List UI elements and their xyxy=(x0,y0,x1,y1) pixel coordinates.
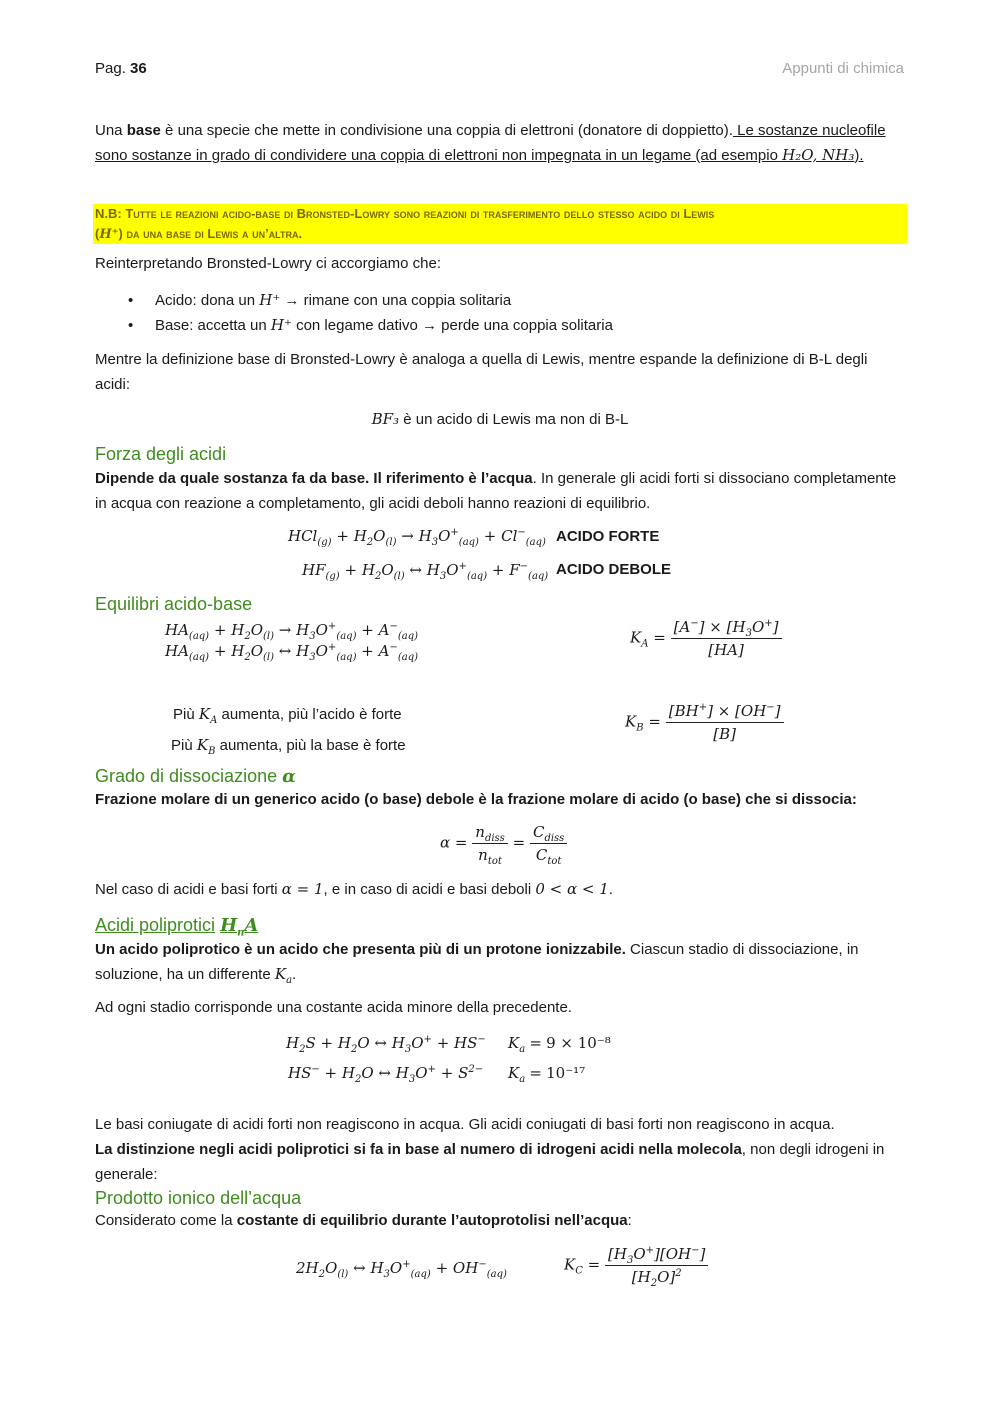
grado-definition: Frazione molare di un generico acido (o base) debole è la frazione molare di acido (o base) che si dissocia: xyxy=(95,791,857,808)
eq-hf: $HF_{(g)} + H_2O_{(l)}$ ↔ $H_3O^+_{(aq)} + F^-_{(aq)}$ xyxy=(302,561,549,582)
nb-line-2: da una base di Lewis a un’altra. xyxy=(122,226,303,241)
intro-text-2: è una specie che mette in condivisione una coppia di elettroni (donatore di doppietto). xyxy=(160,122,733,139)
lewis-centered xyxy=(0,410,1000,428)
reinterp-list xyxy=(95,288,905,338)
eq-autoprotolisi: $2H_2O_{(l)}$ ↔ $H_3O^+_{(aq)} + OH^-_{(aq)}$ xyxy=(296,1259,507,1280)
kc-formula: $K_C$ = $\frac{[H_3O^+][OH^-]}{[H_2O]^2}$ xyxy=(564,1245,708,1286)
grado-note: Nel caso di acidi e basi forti α = 1, e in caso di acidi e basi deboli 0 < α < 1. xyxy=(95,880,613,898)
section-grado-title xyxy=(95,766,296,787)
ka1: $K_a = 9 \times 10^{-8}$ xyxy=(508,1034,611,1055)
eq-ha: $HA_{(aq)} + H_2O_{(l)} \to H_3O^+_{(aq)} + A^-_{(aq)}$ $HA_{(aq)} + H_2O_{(l)}$ ↔ $H_3O^+_{(aq)} + A^-_{(aq)}$ xyxy=(165,621,419,663)
section-equilibri-title: Equilibri acido-base xyxy=(95,594,253,614)
poliprotici-title-text: Acidi poliprotici xyxy=(95,915,216,935)
ka-formula: $K_A$ = $\frac{[A^-] \times [H_3O^+]}{[HA]}$ xyxy=(630,618,782,659)
poliprotici-line2: Ad ogni stadio corrisponde una costante acida minore della precedente. xyxy=(95,999,572,1016)
prodotto-text: Considerato come la costante di equilibrio durante l’autoprotolisi nell’acqua: xyxy=(95,1212,632,1229)
label-acido-forte: ACIDO FORTE xyxy=(556,528,660,545)
nb-h-plus: H⁺ xyxy=(99,227,119,242)
intro-underlined: Le sostanze nucleofile sono sostanze in grado di condividere una coppia di elettroni non impegnata in un legame (ad esempio xyxy=(95,122,886,164)
bf3-text: è un acido di Lewis ma non di B-L xyxy=(399,411,629,428)
intro-paragraph xyxy=(95,118,905,168)
poliprotici-paragraph-2: Le basi coniugate di acidi forti non reagiscono in acqua. Gli acidi coniugati di basi forti non reagiscono in acqua. La distinzione negli acidi poliprotici si fa in base al numero di idrogeni acidi nella molecola, non degli idrogeni in generale: xyxy=(95,1116,885,1183)
reinterp-lead: Reinterpretando Bronsted-Lowry ci accorgiamo che: xyxy=(95,255,442,272)
ka2: $K_a = 10^{-17}$ xyxy=(508,1064,586,1085)
nb-highlight: N.B: Tutte le reazioni acido-base di Bronsted-Lowry sono reazioni di trasferimento dello stesso acido di Lewis (H⁺) da una base di Lewis a un’altra. xyxy=(93,204,907,244)
doc-title: Appunti di chimica xyxy=(782,60,904,77)
alpha-formula: α = $\frac{n_{diss}}{n_{tot}}$ = $\frac{C_{diss}}{C_{tot}}$ xyxy=(440,823,567,864)
page-number xyxy=(95,60,147,77)
nb-line-1: N.B: Tutte le reazioni acido-base di Bronsted-Lowry sono reazioni di trasferimento dello stesso acido di Lewis xyxy=(95,206,715,221)
forza-text: . In generale gli acidi forti si dissociano completamente in acqua con reazione a completamento, gli acidi deboli hanno reazioni di equilibrio. xyxy=(95,470,897,512)
section-forza-title: Forza degli acidi xyxy=(95,444,227,464)
kb-formula: $K_B$ = $\frac{[BH^+] \times [OH^-]}{[B]}$ xyxy=(625,702,784,743)
intro-bold: base xyxy=(126,122,161,139)
list-item: • Acido: dona un H⁺ → rimane con una coppia solitaria xyxy=(128,291,512,309)
section-prodotto-title: Prodotto ionico dell’acqua xyxy=(95,1188,302,1208)
grado-title-text: Grado di dissociazione xyxy=(95,766,278,786)
page-number-value: 36 xyxy=(130,60,147,77)
ka-note: Più $K_A$ aumenta, più l’acido è forte xyxy=(173,705,402,726)
page-prefix: Pag. xyxy=(95,60,126,77)
forza-paragraph xyxy=(95,466,905,516)
section-poliprotici-title xyxy=(95,915,259,939)
hna-symbol: $H_nA$ xyxy=(220,915,259,939)
kb-note: Più $K_B$ aumenta, più la base è forte xyxy=(171,736,406,757)
alpha-symbol: α xyxy=(282,766,296,787)
list-item: • Base: accetta un H⁺ con legame dativo → perde una coppia solitaria xyxy=(128,316,613,334)
eq-hs: $HS^- + H_2O$ ↔ $H_3O^+ + S^{2-}$ xyxy=(288,1064,484,1085)
eq-h2s: $H_2S + H_2O$ ↔ $H_3O^+ + HS^-$ xyxy=(286,1034,486,1055)
label-acido-debole: ACIDO DEBOLE xyxy=(556,561,672,578)
lewis-note: Mentre la definizione base di Bronsted-Lowry è analoga a quella di Lewis, mentre espande la definizione di B-L degli acidi: xyxy=(95,351,868,393)
eq-hcl: $HCl_{(g)} + H_2O_{(l)} \to H_3O^+_{(aq)} + Cl^-_{(aq)}$ xyxy=(288,527,546,548)
intro-text: Una xyxy=(95,122,127,139)
intro-example-end: ). xyxy=(854,147,864,164)
intro-example-math: H₂O, NH₃ xyxy=(782,146,855,164)
forza-bold: Dipende da quale sostanza fa da base. Il riferimento è l’acqua xyxy=(95,470,533,487)
poliprotici-paragraph: Un acido poliprotico è un acido che presenta più di un protone ionizzabile. Ciascun stadio di dissociazione, in soluzione, ha un differente $K_a$. xyxy=(95,941,859,986)
bf3-math: BF₃ xyxy=(371,410,400,428)
